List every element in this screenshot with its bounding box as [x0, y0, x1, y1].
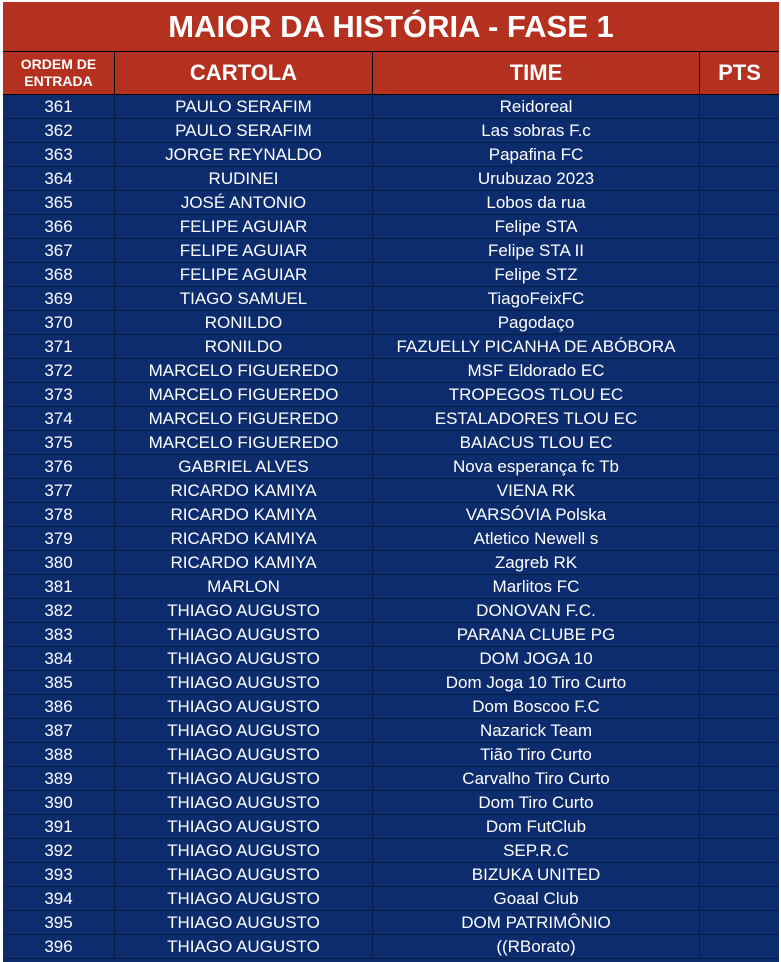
cell-cartola[interactable]: RICARDO KAMIYA	[115, 503, 373, 526]
table-row	[3, 407, 779, 431]
cell-time[interactable]: SEP.R.C	[373, 839, 700, 862]
cell-pts[interactable]	[700, 887, 779, 910]
cell-pts[interactable]	[700, 143, 779, 166]
cell-cartola[interactable]: THIAGO AUGUSTO	[115, 815, 373, 838]
cell-pts[interactable]	[700, 215, 779, 238]
cell-time[interactable]: Urubuzao 2023	[373, 167, 700, 190]
cell-time[interactable]: Dom Boscoo F.C	[373, 695, 700, 718]
cell-pts[interactable]	[700, 191, 779, 214]
cell-time[interactable]: Pagodaço	[373, 311, 700, 334]
cell-time[interactable]: Felipe STA II	[373, 239, 700, 262]
cell-ordem[interactable]: 391	[3, 815, 115, 838]
table-row	[3, 287, 779, 311]
table-row	[3, 95, 779, 119]
cell-time[interactable]: TiagoFeixFC	[373, 287, 700, 310]
cell-ordem[interactable]: 388	[3, 743, 115, 766]
table-row	[3, 239, 779, 263]
cell-time[interactable]: MSF Eldorado EC	[373, 359, 700, 382]
table-row	[3, 455, 779, 479]
cell-ordem[interactable]: 387	[3, 719, 115, 742]
spreadsheet	[3, 2, 779, 962]
cell-cartola[interactable]: THIAGO AUGUSTO	[115, 911, 373, 934]
cell-time[interactable]: VARSÓVIA Polska	[373, 503, 700, 526]
table-row	[3, 503, 779, 527]
cell-ordem[interactable]: 370	[3, 311, 115, 334]
table-row	[3, 911, 779, 935]
cell-cartola[interactable]: MARCELO FIGUEREDO	[115, 431, 373, 454]
cell-ordem[interactable]: 382	[3, 599, 115, 622]
cell-pts[interactable]	[700, 263, 779, 286]
cell-time[interactable]: Dom Joga 10 Tiro Curto	[373, 671, 700, 694]
table-row	[3, 263, 779, 287]
cell-ordem[interactable]: 377	[3, 479, 115, 502]
cell-cartola[interactable]: MARCELO FIGUEREDO	[115, 383, 373, 406]
table-row	[3, 671, 779, 695]
cell-cartola[interactable]: THIAGO AUGUSTO	[115, 863, 373, 886]
table-row	[3, 623, 779, 647]
cell-pts[interactable]	[700, 671, 779, 694]
cell-time[interactable]: Nova esperança fc Tb	[373, 455, 700, 478]
cell-time[interactable]: Goaal Club	[373, 887, 700, 910]
cell-cartola[interactable]: JOSÉ ANTONIO	[115, 191, 373, 214]
cell-ordem[interactable]: 361	[3, 95, 115, 118]
cell-ordem[interactable]: 384	[3, 647, 115, 670]
cell-cartola[interactable]: PAULO SERAFIM	[115, 95, 373, 118]
cell-ordem[interactable]: 367	[3, 239, 115, 262]
cell-time[interactable]: Marlitos FC	[373, 575, 700, 598]
cell-cartola[interactable]: THIAGO AUGUSTO	[115, 599, 373, 622]
cell-ordem[interactable]: 364	[3, 167, 115, 190]
table-row	[3, 167, 779, 191]
table-row	[3, 143, 779, 167]
sheet-title: MAIOR DA HISTÓRIA - FASE 1	[3, 2, 779, 52]
table-row	[3, 215, 779, 239]
table-row	[3, 815, 779, 839]
cell-time[interactable]: Dom Tiro Curto	[373, 791, 700, 814]
cell-ordem[interactable]: 368	[3, 263, 115, 286]
table-row	[3, 599, 779, 623]
cell-pts[interactable]	[700, 335, 779, 358]
cell-time[interactable]: Nazarick Team	[373, 719, 700, 742]
cell-ordem[interactable]: 389	[3, 767, 115, 790]
cell-cartola[interactable]: THIAGO AUGUSTO	[115, 767, 373, 790]
column-header-cartola[interactable]: CARTOLA	[115, 52, 373, 95]
cell-pts[interactable]	[700, 911, 779, 934]
cell-time[interactable]: Lobos da rua	[373, 191, 700, 214]
cell-cartola[interactable]: THIAGO AUGUSTO	[115, 719, 373, 742]
cell-time[interactable]: Zagreb RK	[373, 551, 700, 574]
cell-ordem[interactable]: 371	[3, 335, 115, 358]
table-row	[3, 935, 779, 959]
table-row	[3, 743, 779, 767]
table-body	[3, 95, 779, 959]
cell-pts[interactable]	[700, 935, 779, 958]
cell-cartola[interactable]: THIAGO AUGUSTO	[115, 623, 373, 646]
table-row	[3, 791, 779, 815]
table-row	[3, 863, 779, 887]
cell-pts[interactable]	[700, 503, 779, 526]
cell-pts[interactable]	[700, 647, 779, 670]
column-header-pts[interactable]: PTS	[700, 52, 779, 95]
cell-pts[interactable]	[700, 455, 779, 478]
cell-cartola[interactable]: FELIPE AGUIAR	[115, 263, 373, 286]
cell-cartola[interactable]: RUDINEI	[115, 167, 373, 190]
cell-pts[interactable]	[700, 119, 779, 142]
cell-ordem[interactable]: 383	[3, 623, 115, 646]
cell-pts[interactable]	[700, 623, 779, 646]
cell-cartola[interactable]: TIAGO SAMUEL	[115, 287, 373, 310]
cell-cartola[interactable]: RICARDO KAMIYA	[115, 527, 373, 550]
column-header-time[interactable]: TIME	[373, 52, 700, 95]
cell-cartola[interactable]: MARCELO FIGUEREDO	[115, 359, 373, 382]
cell-pts[interactable]	[700, 479, 779, 502]
cell-ordem[interactable]: 366	[3, 215, 115, 238]
cell-time[interactable]: Dom FutClub	[373, 815, 700, 838]
cell-time[interactable]: DOM JOGA 10	[373, 647, 700, 670]
cell-pts[interactable]	[700, 695, 779, 718]
table-row	[3, 479, 779, 503]
cell-time[interactable]: ((RBorato)	[373, 935, 700, 958]
table-row	[3, 647, 779, 671]
cell-ordem[interactable]: 396	[3, 935, 115, 958]
cell-cartola[interactable]: MARCELO FIGUEREDO	[115, 407, 373, 430]
cell-ordem[interactable]: 390	[3, 791, 115, 814]
column-header-ordem[interactable]	[3, 52, 115, 95]
cell-time[interactable]: Reidoreal	[373, 95, 700, 118]
cell-pts[interactable]	[700, 815, 779, 838]
cell-cartola[interactable]: PAULO SERAFIM	[115, 119, 373, 142]
cell-ordem[interactable]: 373	[3, 383, 115, 406]
cell-pts[interactable]	[700, 431, 779, 454]
cell-ordem[interactable]: 363	[3, 143, 115, 166]
cell-time[interactable]: FAZUELLY PICANHA DE ABÓBORA	[373, 335, 700, 358]
cell-time[interactable]: VIENA RK	[373, 479, 700, 502]
table-row	[3, 527, 779, 551]
cell-time[interactable]: PARANA CLUBE PG	[373, 623, 700, 646]
cell-pts[interactable]	[700, 791, 779, 814]
cell-cartola[interactable]: THIAGO AUGUSTO	[115, 671, 373, 694]
cell-pts[interactable]	[700, 95, 779, 118]
cell-pts[interactable]	[700, 839, 779, 862]
cell-cartola[interactable]: JORGE REYNALDO	[115, 143, 373, 166]
cell-cartola[interactable]: RONILDO	[115, 335, 373, 358]
table-row	[3, 719, 779, 743]
cell-cartola[interactable]: THIAGO AUGUSTO	[115, 647, 373, 670]
cell-pts[interactable]	[700, 719, 779, 742]
cell-time[interactable]: BAIACUS TLOU EC	[373, 431, 700, 454]
table-row	[3, 383, 779, 407]
cell-ordem[interactable]: 386	[3, 695, 115, 718]
cell-pts[interactable]	[700, 239, 779, 262]
cell-time[interactable]: BIZUKA UNITED	[373, 863, 700, 886]
cell-pts[interactable]	[700, 575, 779, 598]
cell-time[interactable]: Tião Tiro Curto	[373, 743, 700, 766]
cell-time[interactable]: Felipe STA	[373, 215, 700, 238]
cell-pts[interactable]	[700, 599, 779, 622]
cell-pts[interactable]	[700, 407, 779, 430]
cell-pts[interactable]	[700, 767, 779, 790]
cell-ordem[interactable]: 379	[3, 527, 115, 550]
cell-cartola[interactable]: RONILDO	[115, 311, 373, 334]
cell-ordem[interactable]: 369	[3, 287, 115, 310]
cell-pts[interactable]	[700, 383, 779, 406]
cell-ordem[interactable]: 362	[3, 119, 115, 142]
cell-time[interactable]: DOM PATRIMÔNIO	[373, 911, 700, 934]
table-row	[3, 431, 779, 455]
cell-pts[interactable]	[700, 551, 779, 574]
cell-ordem[interactable]: 375	[3, 431, 115, 454]
cell-cartola[interactable]: THIAGO AUGUSTO	[115, 887, 373, 910]
table-row	[3, 767, 779, 791]
table-row	[3, 839, 779, 863]
cell-pts[interactable]	[700, 287, 779, 310]
table-row	[3, 575, 779, 599]
cell-cartola[interactable]: THIAGO AUGUSTO	[115, 935, 373, 958]
cell-time[interactable]: Felipe STZ	[373, 263, 700, 286]
cell-pts[interactable]	[700, 311, 779, 334]
cell-ordem[interactable]: 385	[3, 671, 115, 694]
cell-cartola[interactable]: FELIPE AGUIAR	[115, 239, 373, 262]
table-row	[3, 887, 779, 911]
cell-cartola[interactable]: THIAGO AUGUSTO	[115, 743, 373, 766]
cell-ordem[interactable]: 372	[3, 359, 115, 382]
cell-cartola[interactable]: THIAGO AUGUSTO	[115, 839, 373, 862]
cell-cartola[interactable]: FELIPE AGUIAR	[115, 215, 373, 238]
cell-ordem[interactable]: 392	[3, 839, 115, 862]
cell-pts[interactable]	[700, 527, 779, 550]
table-row	[3, 359, 779, 383]
table-row	[3, 119, 779, 143]
cell-cartola[interactable]: MARLON	[115, 575, 373, 598]
table-row	[3, 695, 779, 719]
cell-ordem[interactable]: 380	[3, 551, 115, 574]
table-row	[3, 551, 779, 575]
cell-ordem[interactable]: 395	[3, 911, 115, 934]
table-row	[3, 191, 779, 215]
cell-pts[interactable]	[700, 863, 779, 886]
cell-ordem[interactable]: 374	[3, 407, 115, 430]
column-header-label: ORDEM DE ENTRADA	[20, 56, 97, 89]
cell-ordem[interactable]: 393	[3, 863, 115, 886]
cell-cartola[interactable]: RICARDO KAMIYA	[115, 479, 373, 502]
cell-cartola[interactable]: THIAGO AUGUSTO	[115, 695, 373, 718]
cell-time[interactable]: Papafina FC	[373, 143, 700, 166]
cell-time[interactable]: Carvalho Tiro Curto	[373, 767, 700, 790]
table-row	[3, 335, 779, 359]
cell-time[interactable]: DONOVAN F.C.	[373, 599, 700, 622]
cell-time[interactable]: ESTALADORES TLOU EC	[373, 407, 700, 430]
cell-time[interactable]: Atletico Newell s	[373, 527, 700, 550]
cell-ordem[interactable]: 376	[3, 455, 115, 478]
cell-pts[interactable]	[700, 359, 779, 382]
cell-time[interactable]: TROPEGOS TLOU EC	[373, 383, 700, 406]
cell-ordem[interactable]: 365	[3, 191, 115, 214]
cell-cartola[interactable]: GABRIEL ALVES	[115, 455, 373, 478]
cell-ordem[interactable]: 381	[3, 575, 115, 598]
cell-ordem[interactable]: 378	[3, 503, 115, 526]
cell-ordem[interactable]: 394	[3, 887, 115, 910]
cell-cartola[interactable]: THIAGO AUGUSTO	[115, 791, 373, 814]
cell-cartola[interactable]: RICARDO KAMIYA	[115, 551, 373, 574]
cell-pts[interactable]	[700, 167, 779, 190]
cell-pts[interactable]	[700, 743, 779, 766]
cell-time[interactable]: Las sobras F.c	[373, 119, 700, 142]
table-row	[3, 311, 779, 335]
